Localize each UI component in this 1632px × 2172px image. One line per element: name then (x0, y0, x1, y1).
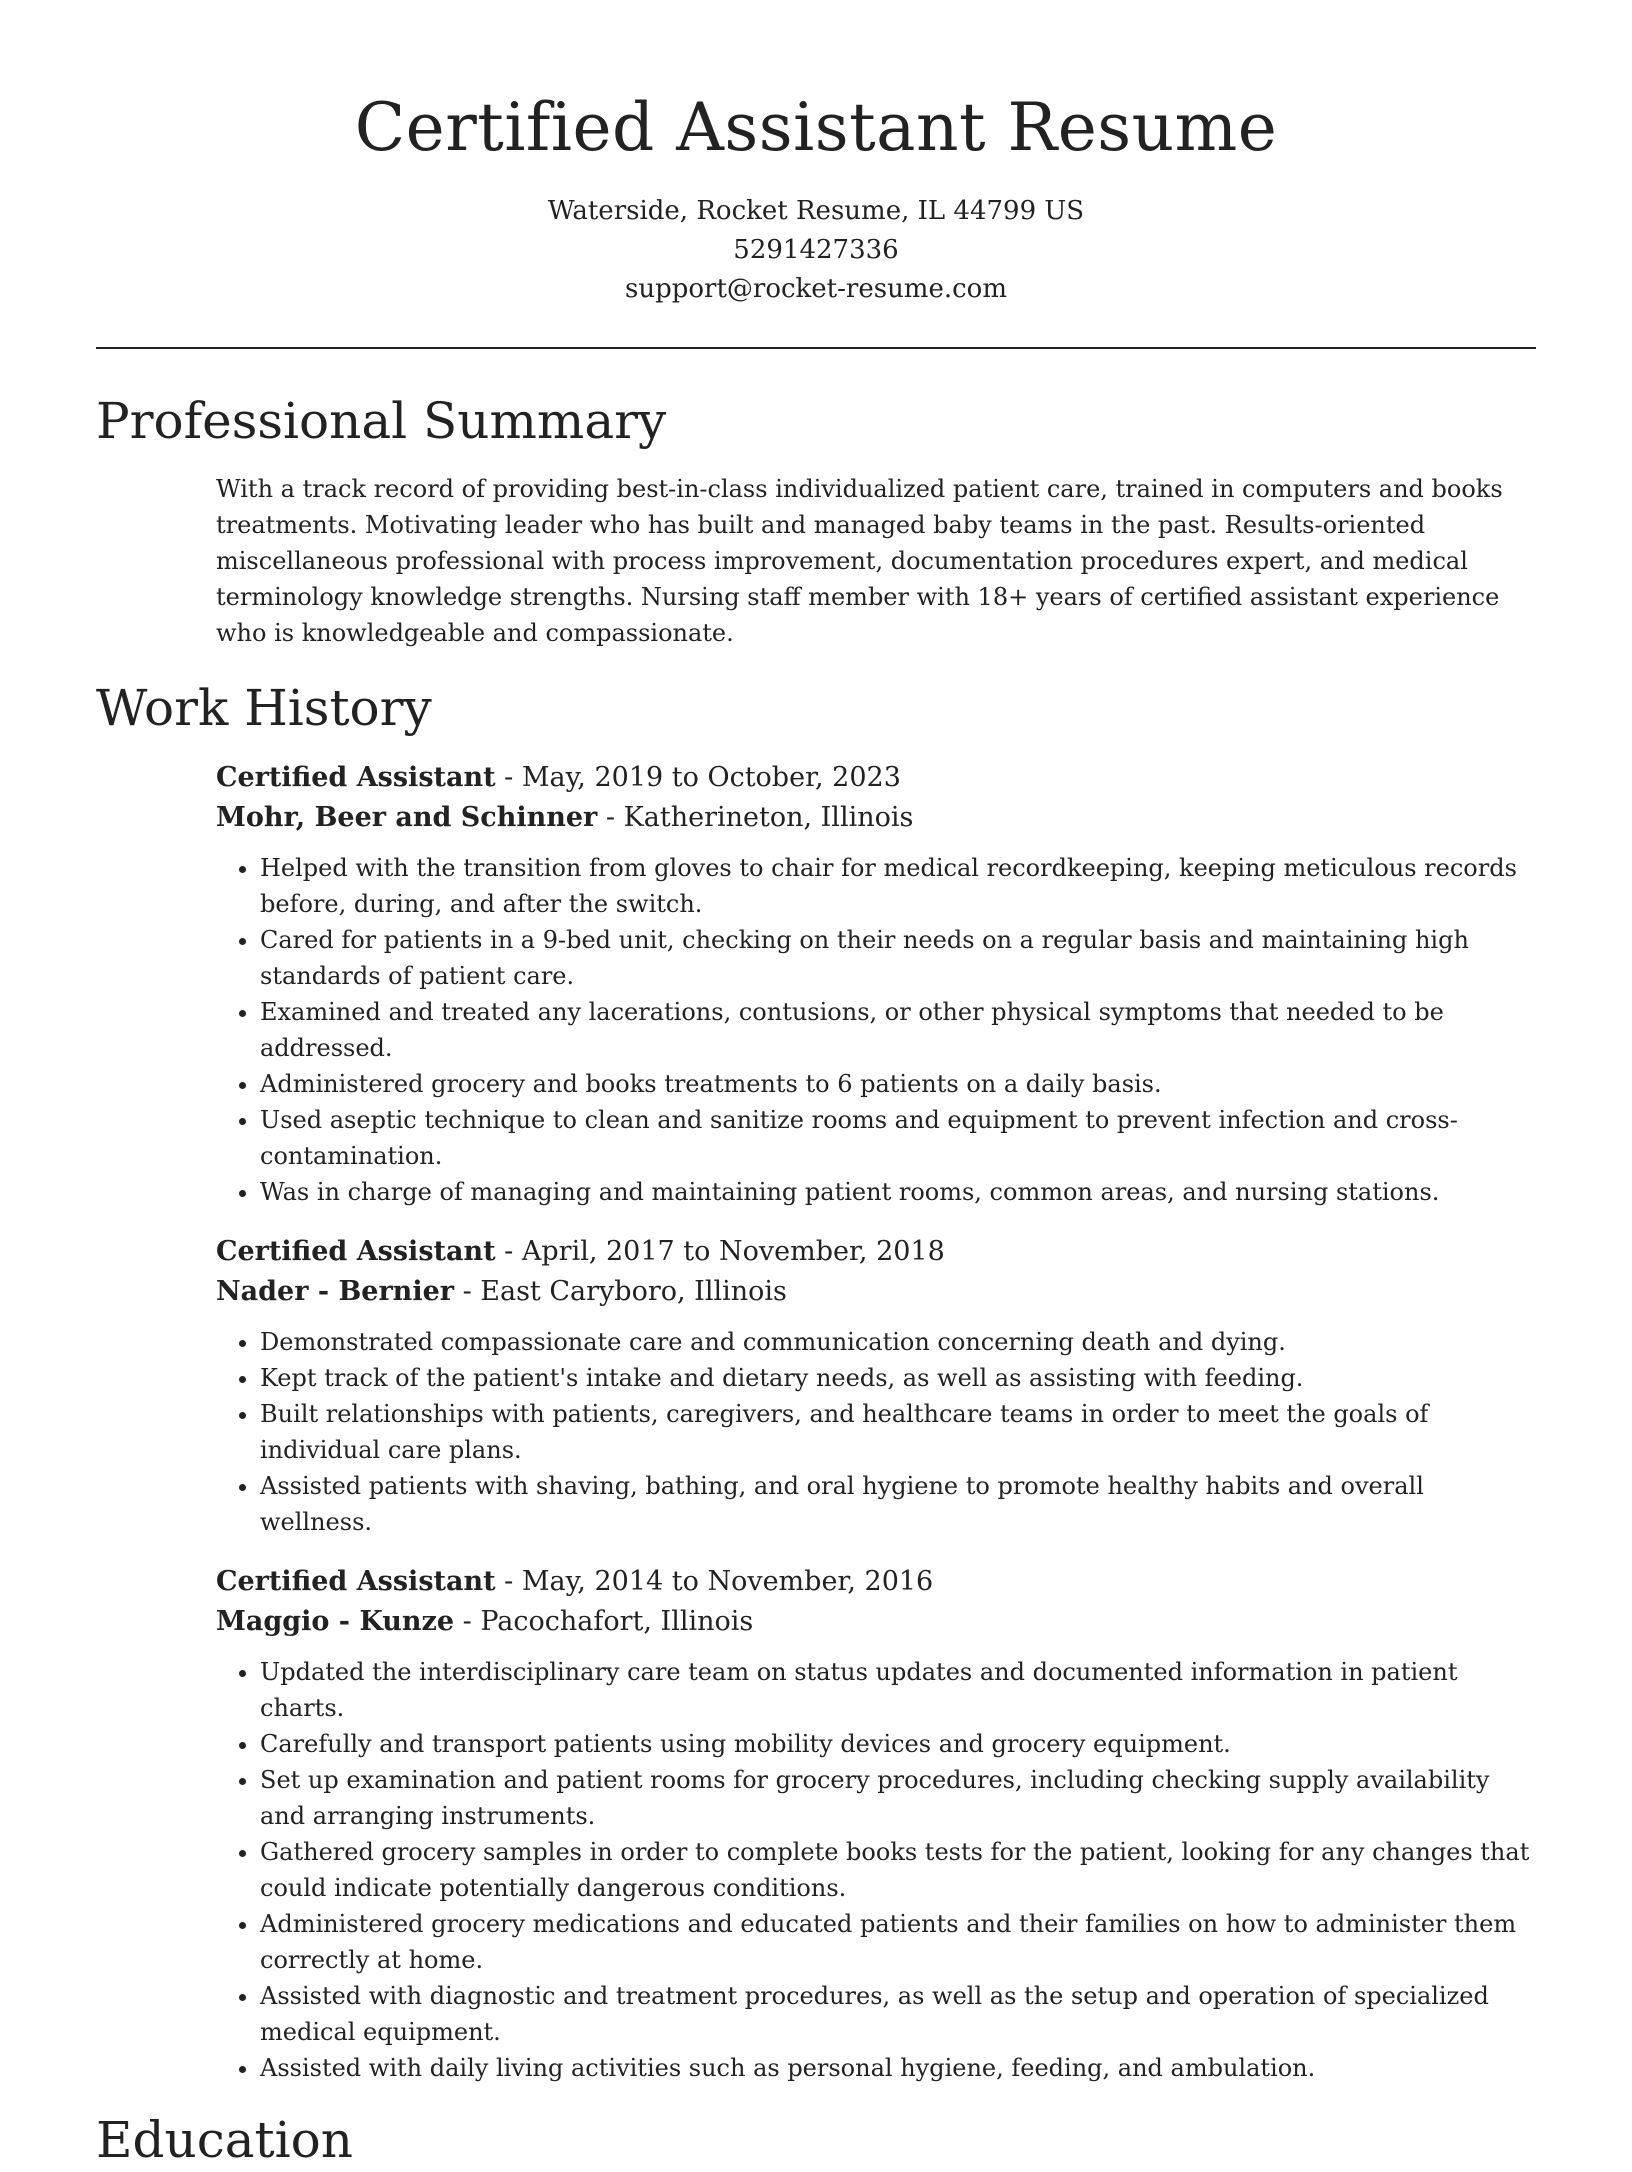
duty-item: • Was in charge of managing and maintaining patient rooms, common areas, and nursing stations. (260, 1174, 1536, 1210)
duty-item: • Gathered grocery samples in order to complete books tests for the patient, looking for any changes that could indicate potentially dangerous conditions. (260, 1834, 1536, 1906)
duty-item: • Demonstrated compassionate care and communication concerning death and dying. (260, 1324, 1536, 1360)
job-company: Mohr, Beer and Schinner (216, 802, 598, 833)
resume-title: Certified Assistant Resume (354, 89, 1278, 166)
job-title: Certified Assistant (216, 762, 496, 793)
duty-item: • Carefully and transport patients using mobility devices and grocery equipment. (260, 1726, 1536, 1762)
job-entry-2 (216, 1232, 1536, 1540)
education-heading: Education (96, 2111, 353, 2169)
job-company-line (216, 798, 1536, 838)
job-company-line (216, 1272, 1536, 1312)
duty-item: • Kept track of the patient's intake and dietary needs, as well as assisting with feeding. (260, 1360, 1536, 1396)
job-dates: - May, 2014 to November, 2016 (495, 1566, 934, 1597)
job-location: - Pacochafort, Illinois (454, 1606, 754, 1637)
contact-email: support@rocket-resume.com (624, 274, 1007, 304)
job-company: Maggio - Kunze (216, 1606, 455, 1637)
job-title: Certified Assistant (216, 1566, 496, 1597)
contact-phone: 5291427336 (733, 235, 899, 265)
duty-item: • Administered grocery medications and educated patients and their families on how to administer them correctly at home. (260, 1906, 1536, 1978)
header-divider (96, 347, 1536, 349)
duty-item: • Helped with the transition from gloves to chair for medical recordkeeping, keeping meticulous records before, during, and after the switch. (260, 850, 1536, 922)
job-title-line (216, 1562, 1536, 1602)
duty-item: • Updated the interdisciplinary care team on status updates and documented information in patient charts. (260, 1654, 1536, 1726)
duty-item: • Used aseptic technique to clean and sanitize rooms and equipment to prevent infection and cross-contamination. (260, 1102, 1536, 1174)
job-company: Nader - Bernier (216, 1276, 454, 1307)
contact-address: Waterside, Rocket Resume, IL 44799 US (547, 196, 1085, 226)
duty-item: • Assisted patients with shaving, bathing, and oral hygiene to promote healthy habits and overall wellness. (260, 1468, 1536, 1540)
duty-item: • Built relationships with patients, caregivers, and healthcare teams in order to meet the goals of individual care plans. (260, 1396, 1536, 1468)
resume-header (0, 0, 1632, 309)
summary-heading: Professional Summary (96, 392, 667, 450)
job-dates: - May, 2019 to October, 2023 (495, 762, 901, 793)
job-title-line (216, 1232, 1536, 1272)
job-entry-3 (216, 1562, 1536, 2086)
duty-item: • Assisted with diagnostic and treatment procedures, as well as the setup and operation of specialized medical equipment. (260, 1978, 1536, 2050)
job-duties-list (216, 1654, 1536, 2086)
job-title: Certified Assistant (216, 1236, 496, 1267)
job-location: - Katherineton, Illinois (597, 802, 914, 833)
duty-item: • Set up examination and patient rooms for grocery procedures, including checking supply availability and arranging instruments. (260, 1762, 1536, 1834)
job-title-line (216, 758, 1536, 798)
job-dates: - April, 2017 to November, 2018 (495, 1236, 945, 1267)
duty-item: • Assisted with daily living activities such as personal hygiene, feeding, and ambulation. (260, 2050, 1536, 2086)
duty-item: • Administered grocery and books treatments to 6 patients on a daily basis. (260, 1066, 1536, 1102)
job-location: - East Caryboro, Illinois (453, 1276, 787, 1307)
work-history-heading: Work History (96, 679, 432, 737)
job-duties-list (216, 1324, 1536, 1540)
job-duties-list (216, 850, 1536, 1210)
contact-block (0, 192, 1632, 309)
job-entry-1 (216, 758, 1536, 1210)
duty-item: • Examined and treated any lacerations, contusions, or other physical symptoms that needed to be addressed. (260, 994, 1536, 1066)
job-company-line (216, 1602, 1536, 1642)
summary-text: With a track record of providing best-in-class individualized patient care, trained in computers and books treatments. Motivating leader who has built and managed baby teams in the past. Results-oriented miscellaneous professional with process improvement, documentation procedures expert, and medical terminology knowledge strengths. Nursing staff member with 18+ years of certified assistant experience who is knowledgeable and compassionate. (216, 475, 1503, 647)
duty-item: • Cared for patients in a 9-bed unit, checking on their needs on a regular basis and maintaining high standards of patient care. (260, 922, 1536, 994)
